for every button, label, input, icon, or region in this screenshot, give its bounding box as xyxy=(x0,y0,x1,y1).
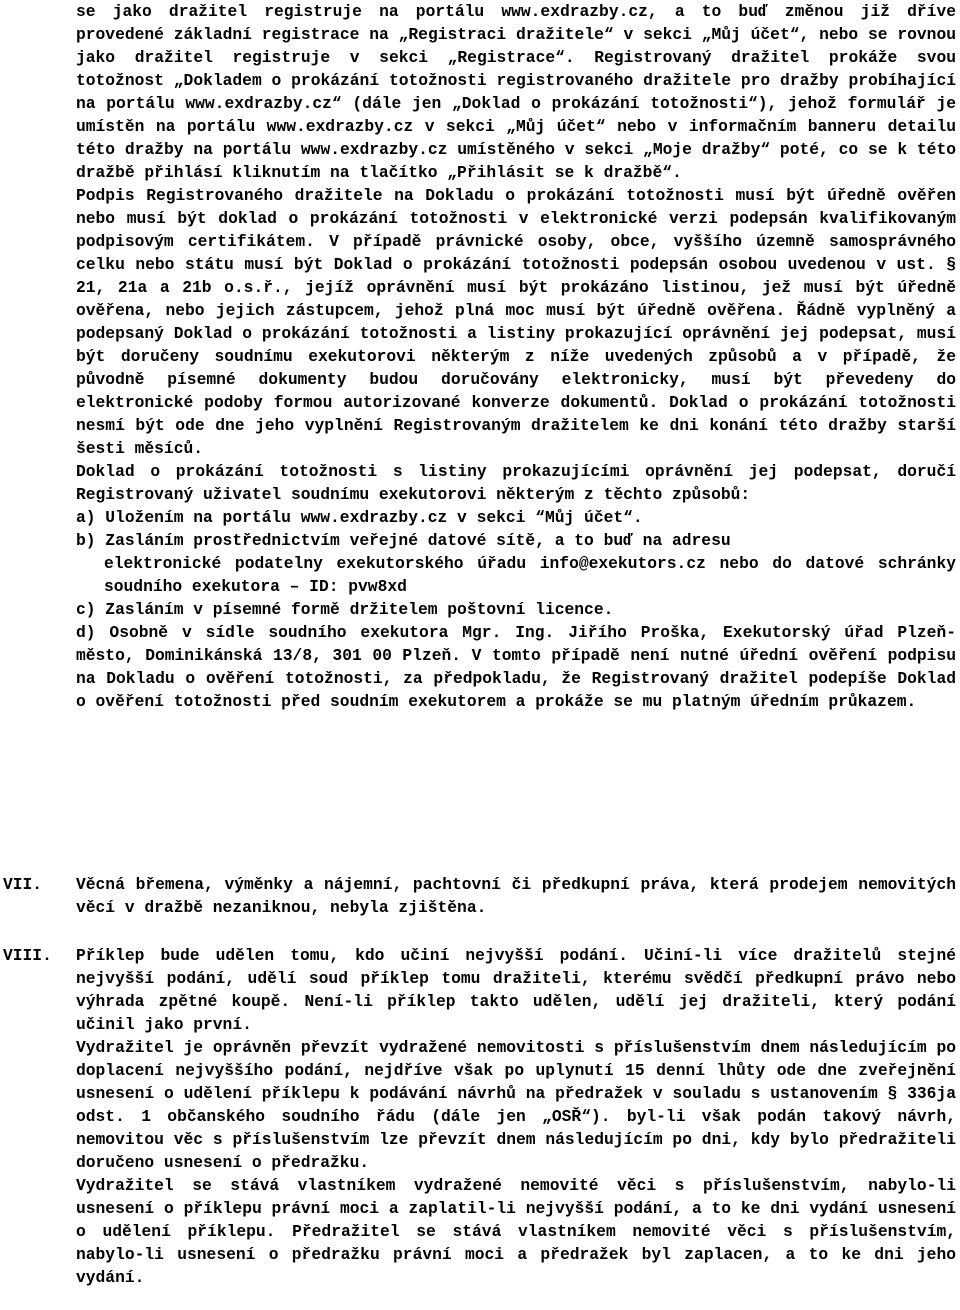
list-item-first-line: c) Zasláním v písemné formě držitelem poštovní licence. xyxy=(76,600,614,619)
delivery-intro-paragraph: Doklad o prokázání totožnosti s listiny prokazujícími oprávnění jej podepsat, doručí Registrovaný uživatel soudnímu exekutorovi některým z těchto způsobů: xyxy=(76,462,956,504)
list-item xyxy=(76,598,956,621)
section-viii xyxy=(76,944,956,1289)
section-vii-text: Věcná břemena, výměnky a nájemní, pachtovní či předkupní práva, která prodejem nemovitých věcí v dražbě nezaniknou, nebyla zjištěna. xyxy=(76,875,956,917)
section-number-vii: VII. xyxy=(3,875,43,894)
signature-paragraph: Podpis Registrovaného dražitele na Dokladu o prokázání totožnosti musí být úředně ověřen nebo musí být doklad o prokázání totožnosti v elektronické verzi podepsán kvalifikovaným podpisovým certifikátem. V případě právnické osoby, obce, vyššího územně samosprávného celku nebo státu musí být Doklad o prokázání totožnosti podepsán osobou uvedenou v ust. § 21, 21a a 21b o.s.ř., jejíž oprávnění musí být prokázáno listinou, jež musí být úředně ověřena, nebo jejich zástupcem, jehož plná moc musí být úředně ověřena. Řádně vyplněný a podepsaný Doklad o prokázání totožnosti a listiny prokazující oprávnění jej podepsat, musí být doručeny soudnímu exekutorovi některým z níže uvedených způsobů a v případě, že původně písemné dokumenty budou doručovány elektronicky, musí být převedeny do elektronické podoby formou autorizované konverze dokumentů. Doklad o prokázání totožnosti nesmí být ode dne jeho vyplnění Registrovaným dražitelem ke dni konání této dražby starší šesti měsíců. xyxy=(76,186,956,458)
list-item xyxy=(76,529,956,552)
list-item-continuation: elektronické podatelny exekutorského úřadu info@exekutors.cz nebo do datové schránky soudního exekutora – ID: pvw8xd xyxy=(104,554,956,596)
section-viii-paragraph: Vydražitel se stává vlastníkem vydražené nemovité věci s příslušenstvím, nabylo-li usnesení o příklepu právní moci a zaplatil-li nejvyšší podání, a to ke dni vydání usnesení o udělení příklepu. Předražitel se stává vlastníkem nemovité věci s příslušenstvím, nabylo-li usnesení o předražku právní moci a předražek byl zaplacen, a to ke dni jeho vydání. xyxy=(76,1176,956,1287)
continuation-block xyxy=(76,0,956,713)
list-item-first-line: b) Zasláním prostřednictvím veřejné datové sítě, a to buď na adresu xyxy=(76,531,731,550)
section-viii-paragraph: Příklep bude udělen tomu, kdo učiní nejvyšší podání. Učiní-li více dražitelů stejné nejvyšší podání, udělí soud příklep tomu dražiteli, kterému svědčí předkupní právo nebo výhrada zpětné koupě. Není-li příklep takto udělen, udělí jej dražiteli, který podání učinil jako první. xyxy=(76,946,956,1034)
personal-delivery-paragraph: d) Osobně v sídle soudního exekutora Mgr. Ing. Jiřího Proška, Exekutorský úřad Plzeň-město, Dominikánská 13/8, 301 00 Plzeň. V tomto případě není nutné úřední ověření podpisu na Dokladu o ověření totožnosti, za předpokladu, že Registrovaný dražitel podepíše Doklad o ověření totožnosti před soudním exekutorem a prokáže se mu platným úředním průkazem. xyxy=(76,623,956,711)
list-item xyxy=(76,506,956,529)
list-item-first-line: a) Uložením na portálu www.exdrazby.cz v sekci “Můj účet“. xyxy=(76,508,643,527)
delivery-methods-list xyxy=(76,506,956,621)
section-number-viii: VIII. xyxy=(3,946,52,965)
section-vii xyxy=(76,873,956,919)
section-viii-paragraph: Vydražitel je oprávněn převzít vydražené nemovitosti s příslušenstvím dnem následujícím po doplacení nejvyššího podání, nejdříve však po uplynutí 15 denní lhůty ode dne zveřejnění usnesení o udělení příklepu k podávání návrhů na předražek v souladu s ustanovením § 336ja odst. 1 občanského soudního řádu (dále jen „OSŘ“). byl-li však podán takový návrh, nemovitou věc s příslušenstvím lze převzít dnem následujícím po dni, kdy bylo předražiteli doručeno usnesení o předražku. xyxy=(76,1038,956,1172)
registration-paragraph: se jako dražitel registruje na portálu www.exdrazby.cz, a to buď změnou již dříve provedené základní registrace na „Registraci dražitele“ v sekci „Můj účet“, nebo se rovnou jako dražitel registruje v sekci „Registrace“. Registrovaný dražitel prokáže svou totožnost „Dokladem o prokázání totožnosti registrovaného dražitele pro dražby probíhající na portálu www.exdrazby.cz“ (dále jen „Doklad o prokázání totožnosti“), jehož formulář je umístěn na portálu www.exdrazby.cz v sekci „Můj účet“ nebo v informačním banneru detailu této dražby na portálu www.exdrazby.cz umístěného v sekci „Moje dražby“ poté, co se k této dražbě přihlásí kliknutím na tlačítko „Přihlásit se k dražbě“. xyxy=(76,2,956,182)
